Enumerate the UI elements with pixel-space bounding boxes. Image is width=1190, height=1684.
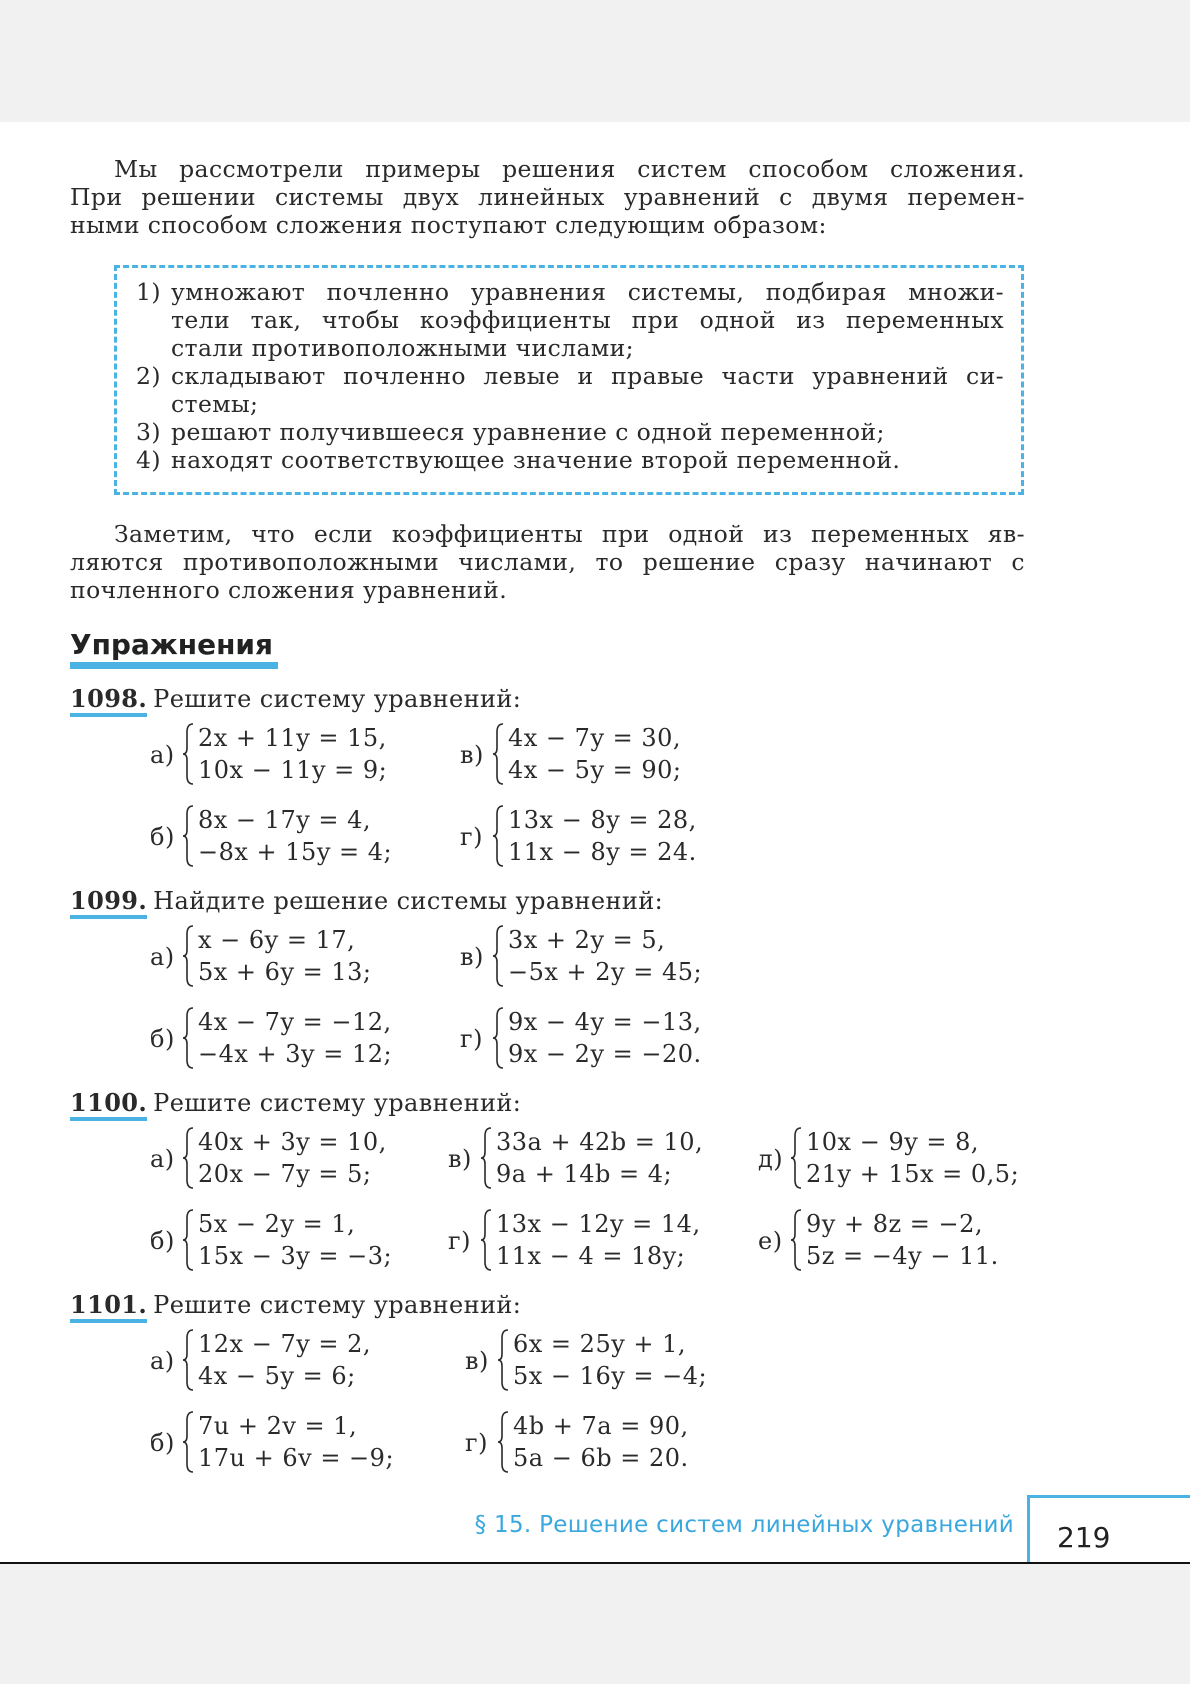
equation: 4b + 7a = 90, [513, 1412, 689, 1440]
equation: 17u + 6v = −9; [198, 1444, 395, 1472]
equation: −4x + 3y = 12; [198, 1040, 393, 1068]
brace-icon [480, 1126, 492, 1190]
text-line: При решении системы двух линейных уравнений с двумя перемен- [70, 183, 1025, 211]
equation: 4x − 5y = 90; [508, 756, 682, 784]
exercise-1099 [70, 886, 1070, 1068]
equation: 40x + 3y = 10, [198, 1128, 387, 1156]
note-paragraph [70, 520, 1025, 604]
algorithm-step [136, 362, 1004, 418]
system-label: е) [758, 1227, 783, 1255]
brace-icon [492, 1006, 504, 1070]
equation: 4x − 7y = 30, [508, 724, 682, 752]
system-label: в) [448, 1145, 472, 1173]
text-line: тели так, чтобы коэффициенты при одной из переменных [171, 306, 1004, 334]
brace-icon [182, 722, 194, 786]
equation: 5x + 6y = 13; [198, 958, 372, 986]
brace-icon [182, 1006, 194, 1070]
system-label: б) [150, 1429, 175, 1457]
brace-icon [790, 1126, 802, 1190]
brace-icon [182, 804, 194, 868]
text-line: решают получившееся уравнение с одной переменной; [171, 418, 885, 446]
brace-icon [480, 1208, 492, 1272]
algorithm-step [136, 278, 1004, 362]
text-line: складывают почленно левые и правые части уравнений си- [171, 362, 1004, 390]
equation: 3x + 2y = 5, [508, 926, 666, 954]
section-heading: Упражнения [70, 628, 274, 661]
algorithm-step [136, 446, 1004, 474]
brace-icon [182, 1126, 194, 1190]
equation: 9a + 14b = 4; [496, 1160, 673, 1188]
system-label: б) [150, 823, 175, 851]
system-label: д) [758, 1145, 784, 1173]
exercise-number: 1099. [70, 886, 148, 915]
equation: 4x − 5y = 6; [198, 1362, 356, 1390]
equation: 8x − 17y = 4, [198, 806, 372, 834]
step-number: 1) [136, 278, 161, 306]
equation: 4x − 7y = −12, [198, 1008, 392, 1036]
equation: 11x − 4 = 18y; [496, 1242, 686, 1270]
system-label: в) [465, 1347, 489, 1375]
footer-section-title: § 15. Решение систем линейных уравнений [474, 1512, 1014, 1538]
brace-icon [492, 722, 504, 786]
equation: 10x − 11y = 9; [198, 756, 388, 784]
algorithm-list [136, 278, 1004, 474]
step-number: 4) [136, 446, 161, 474]
exercise-number: 1100. [70, 1088, 148, 1117]
equation: 5x − 16y = −4; [513, 1362, 708, 1390]
equation: 20x − 7y = 5; [198, 1160, 372, 1188]
brace-icon [182, 1410, 194, 1474]
system-label: г) [460, 823, 483, 851]
system-label: в) [460, 741, 484, 769]
brace-icon [497, 1410, 509, 1474]
equation: 21y + 15x = 0,5; [806, 1160, 1020, 1188]
brace-icon [497, 1328, 509, 1392]
system-label: в) [460, 943, 484, 971]
equation: 13x − 8y = 28, [508, 806, 697, 834]
exercise-1100 [70, 1088, 1070, 1270]
page-number: 219 [1057, 1521, 1111, 1554]
text-line: Мы рассмотрели примеры решения систем способом сложения. [114, 155, 1025, 183]
equation: 33a + 42b = 10, [496, 1128, 704, 1156]
exercise-task: Решите систему уравнений: [153, 685, 522, 713]
number-underline [70, 713, 147, 717]
equation: 13x − 12y = 14, [496, 1210, 701, 1238]
exercise-1101 [70, 1290, 1070, 1472]
text-line: ляются противоположными числами, то решение сразу начинают с [70, 548, 1025, 576]
exercise-1098 [70, 684, 1070, 866]
exercise-task: Найдите решение системы уравнений: [153, 887, 664, 915]
equation: 2x + 11y = 15, [198, 724, 387, 752]
exercise-header [70, 1088, 1070, 1122]
equation: x − 6y = 17, [198, 926, 356, 954]
equation: 10x − 9y = 8, [806, 1128, 980, 1156]
footer-rule [0, 1562, 1190, 1564]
system-label: а) [150, 741, 175, 769]
number-underline [70, 915, 147, 919]
brace-icon [182, 1208, 194, 1272]
equation: 5z = −4y − 11. [806, 1242, 999, 1270]
equation: 9y + 8z = −2, [806, 1210, 983, 1238]
exercise-number: 1098. [70, 684, 148, 713]
brace-icon [790, 1208, 802, 1272]
exercise-header [70, 886, 1070, 920]
system-label: а) [150, 1145, 175, 1173]
equation: 5x − 2y = 1, [198, 1210, 356, 1238]
equation: −8x + 15y = 4; [198, 838, 393, 866]
text-line: находят соответствующее значение второй переменной. [171, 446, 901, 474]
system-label: б) [150, 1227, 175, 1255]
equation: 11x − 8y = 24. [508, 838, 697, 866]
intro-paragraph [70, 155, 1025, 239]
equation: 7u + 2v = 1, [198, 1412, 358, 1440]
brace-icon [492, 804, 504, 868]
text-line: стали противоположными числами; [171, 334, 634, 362]
equation: 6x = 25y + 1, [513, 1330, 687, 1358]
system-label: г) [448, 1227, 471, 1255]
number-underline [70, 1319, 147, 1323]
brace-icon [492, 924, 504, 988]
equation: 15x − 3y = −3; [198, 1242, 393, 1270]
system-label: г) [465, 1429, 488, 1457]
text-line: Заметим, что если коэффициенты при одной из переменных яв- [114, 520, 1025, 548]
exercise-header [70, 1290, 1070, 1324]
step-number: 2) [136, 362, 161, 390]
equation: 5a − 6b = 20. [513, 1444, 689, 1472]
equation: 9x − 4y = −13, [508, 1008, 702, 1036]
text-line: стемы; [171, 390, 259, 418]
system-label: а) [150, 943, 175, 971]
exercise-task: Решите систему уравнений: [153, 1291, 522, 1319]
text-line: ными способом сложения поступают следующим образом: [70, 211, 827, 239]
equation: 12x − 7y = 2, [198, 1330, 372, 1358]
equation: 9x − 2y = −20. [508, 1040, 702, 1068]
system-label: г) [460, 1025, 483, 1053]
system-label: б) [150, 1025, 175, 1053]
text-line: почленного сложения уравнений. [70, 576, 508, 604]
brace-icon [182, 924, 194, 988]
system-label: а) [150, 1347, 175, 1375]
heading-underline [70, 662, 278, 669]
exercise-header [70, 684, 1070, 718]
exercise-number: 1101. [70, 1290, 148, 1319]
step-number: 3) [136, 418, 161, 446]
text-line: умножают почленно уравнения системы, подбирая множи- [171, 278, 1004, 306]
exercise-task: Решите систему уравнений: [153, 1089, 522, 1117]
algorithm-step [136, 418, 1004, 446]
number-underline [70, 1117, 147, 1121]
brace-icon [182, 1328, 194, 1392]
equation: −5x + 2y = 45; [508, 958, 703, 986]
